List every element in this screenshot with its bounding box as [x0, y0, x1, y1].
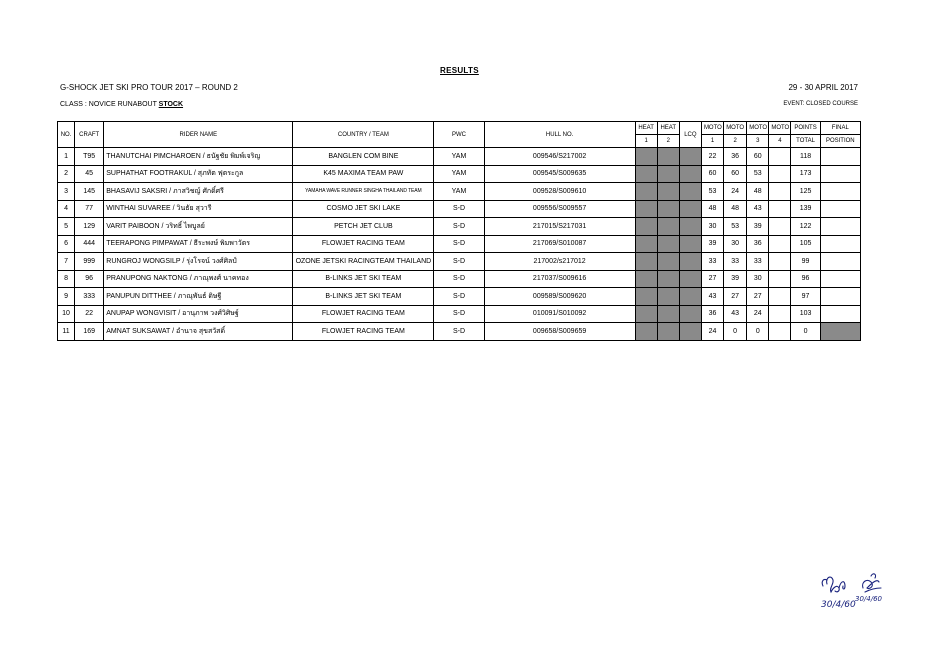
table-row: [58, 253, 861, 271]
cell-lcq: [679, 218, 701, 236]
cell-team: FLOWJET RACING TEAM: [293, 305, 434, 323]
cell-pwc: S-D: [434, 200, 484, 218]
cell-hull: 009658/S009659: [484, 323, 635, 341]
cell-moto1: 24: [701, 323, 723, 341]
cell-moto1: 22: [701, 148, 723, 166]
header-row: [58, 122, 861, 135]
moto1-num: 1: [701, 135, 723, 148]
cell-moto3: 36: [747, 235, 769, 253]
cell-lcq: [679, 253, 701, 271]
cell-total: 125: [791, 183, 820, 201]
cell-heat2: [657, 288, 679, 306]
col-lcq: LCQ: [679, 122, 701, 148]
cell-hull: 010091/S010092: [484, 305, 635, 323]
cell-moto2: 27: [724, 288, 747, 306]
points-total: TOTAL: [791, 135, 820, 148]
cell-lcq: [679, 323, 701, 341]
cell-moto1: 27: [701, 270, 723, 288]
table-row: [58, 183, 861, 201]
cell-lcq: [679, 183, 701, 201]
cell-rider: VARIT PAIBOON / วริทธิ์ ไพบูลย์: [104, 218, 293, 236]
cell-moto2: 30: [724, 235, 747, 253]
cell-rider: BHASAVIJ SAKSRI / ภาสวิชญ์ ศักดิ์ศรี: [104, 183, 293, 201]
cell-team: YAMAHA WAVE RUNNER SINGHA THAILAND TEAM: [293, 183, 434, 201]
cell-team: B-LINKS JET SKI TEAM: [293, 288, 434, 306]
cell-heat1: [635, 183, 657, 201]
cell-total: 103: [791, 305, 820, 323]
cell-heat1: [635, 270, 657, 288]
cell-heat1: [635, 235, 657, 253]
cell-pwc: S-D: [434, 305, 484, 323]
cell-moto1: 39: [701, 235, 723, 253]
cell-heat2: [657, 183, 679, 201]
cell-no: 5: [58, 218, 75, 236]
table-row: [58, 270, 861, 288]
cell-moto4: [769, 305, 791, 323]
cell-hull: 217069/S010087: [484, 235, 635, 253]
cell-total: 118: [791, 148, 820, 166]
cell-heat1: [635, 218, 657, 236]
cell-pwc: YAM: [434, 148, 484, 166]
cell-rider: PRANUPONG NAKTONG / ภาณุพงศ์ นาคทอง: [104, 270, 293, 288]
cell-moto4: [769, 270, 791, 288]
cell-no: 9: [58, 288, 75, 306]
cell-lcq: [679, 148, 701, 166]
cell-heat2: [657, 305, 679, 323]
cell-heat2: [657, 165, 679, 183]
cell-moto2: 36: [724, 148, 747, 166]
cell-lcq: [679, 270, 701, 288]
cell-moto4: [769, 323, 791, 341]
cell-craft: 444: [75, 235, 104, 253]
class-prefix: CLASS : NOVICE RUNABOUT: [60, 101, 159, 108]
cell-total: 97: [791, 288, 820, 306]
table-row: [58, 218, 861, 236]
col-no: NO.: [58, 122, 75, 148]
col-moto4: MOTO: [769, 122, 791, 135]
cell-lcq: [679, 165, 701, 183]
cell-moto1: 60: [701, 165, 723, 183]
cell-lcq: [679, 200, 701, 218]
cell-rider: ANUPAP WONGVISIT / อานุภาพ วงศ์วิศิษฐ์: [104, 305, 293, 323]
cell-total: 99: [791, 253, 820, 271]
cell-moto4: [769, 235, 791, 253]
cell-no: 8: [58, 270, 75, 288]
cell-heat2: [657, 200, 679, 218]
cell-team: COSMO JET SKI LAKE: [293, 200, 434, 218]
cell-team: OZONE JETSKI RACINGTEAM THAILAND: [293, 253, 434, 271]
cell-hull: 217037/S009616: [484, 270, 635, 288]
heat1-num: 1: [635, 135, 657, 148]
cell-moto1: 53: [701, 183, 723, 201]
event-type: EVENT: CLOSED COURSE: [783, 101, 858, 107]
cell-final: [820, 183, 860, 201]
cell-moto2: 48: [724, 200, 747, 218]
cell-pwc: S-D: [434, 270, 484, 288]
results-table: [57, 121, 861, 341]
signature-left-icon: [822, 577, 845, 592]
cell-craft: 96: [75, 270, 104, 288]
cell-moto3: 48: [747, 183, 769, 201]
cell-craft: T95: [75, 148, 104, 166]
cell-heat1: [635, 165, 657, 183]
col-rider: RIDER NAME: [104, 122, 293, 148]
signature-right-date: 30/4/60: [855, 595, 882, 603]
cell-moto1: 48: [701, 200, 723, 218]
moto4-num: 4: [769, 135, 791, 148]
moto2-num: 2: [724, 135, 747, 148]
cell-moto3: 30: [747, 270, 769, 288]
col-final: FINAL: [820, 122, 860, 135]
col-team: COUNTRY / TEAM: [293, 122, 434, 148]
cell-heat1: [635, 253, 657, 271]
cell-no: 6: [58, 235, 75, 253]
cell-team: FLOWJET RACING TEAM: [293, 235, 434, 253]
col-points: POINTS: [791, 122, 820, 135]
cell-final: [820, 253, 860, 271]
cell-hull: 009556/S009557: [484, 200, 635, 218]
cell-craft: 169: [75, 323, 104, 341]
cell-rider: TEERAPONG PIMPAWAT / ธีระพงษ์ พิมพาวัตร: [104, 235, 293, 253]
cell-no: 7: [58, 253, 75, 271]
event-date: 29 - 30 APRIL 2017: [788, 83, 858, 92]
cell-heat1: [635, 200, 657, 218]
cell-rider: PANUPUN DITTHEE / ภาณุพันธ์ ดิษฐี: [104, 288, 293, 306]
cell-lcq: [679, 305, 701, 323]
cell-moto2: 24: [724, 183, 747, 201]
cell-craft: 45: [75, 165, 104, 183]
cell-final: [820, 165, 860, 183]
event-title: G-SHOCK JET SKI PRO TOUR 2017 – ROUND 2: [60, 83, 238, 92]
cell-heat2: [657, 235, 679, 253]
cell-heat2: [657, 323, 679, 341]
signatures: [815, 566, 885, 611]
cell-pwc: S-D: [434, 323, 484, 341]
cell-final: [820, 218, 860, 236]
cell-pwc: YAM: [434, 165, 484, 183]
cell-moto3: 43: [747, 200, 769, 218]
cell-craft: 145: [75, 183, 104, 201]
cell-total: 173: [791, 165, 820, 183]
cell-lcq: [679, 235, 701, 253]
cell-pwc: S-D: [434, 253, 484, 271]
cell-craft: 77: [75, 200, 104, 218]
cell-team: K45 MAXIMA TEAM PAW: [293, 165, 434, 183]
col-heat1: HEAT: [635, 122, 657, 135]
cell-total: 139: [791, 200, 820, 218]
cell-moto2: 43: [724, 305, 747, 323]
col-pwc: PWC: [434, 122, 484, 148]
cell-pwc: YAM: [434, 183, 484, 201]
cell-rider: SUPHATHAT FOOTRAKUL / สุภทัต ฟุตระกูล: [104, 165, 293, 183]
cell-pwc: S-D: [434, 235, 484, 253]
cell-total: 96: [791, 270, 820, 288]
cell-heat2: [657, 270, 679, 288]
table-row: [58, 148, 861, 166]
cell-final: [820, 270, 860, 288]
cell-total: 122: [791, 218, 820, 236]
cell-heat1: [635, 288, 657, 306]
cell-pwc: S-D: [434, 218, 484, 236]
results-body: [58, 148, 861, 341]
cell-moto3: 0: [747, 323, 769, 341]
cell-moto3: 53: [747, 165, 769, 183]
cell-no: 4: [58, 200, 75, 218]
cell-moto4: [769, 165, 791, 183]
cell-moto4: [769, 253, 791, 271]
cell-hull: 009545/S009635: [484, 165, 635, 183]
cell-craft: 22: [75, 305, 104, 323]
final-position: POSITION: [820, 135, 860, 148]
cell-team: B-LINKS JET SKI TEAM: [293, 270, 434, 288]
cell-total: 105: [791, 235, 820, 253]
cell-craft: 129: [75, 218, 104, 236]
cell-moto2: 0: [724, 323, 747, 341]
cell-hull: 217002/s217012: [484, 253, 635, 271]
cell-moto3: 60: [747, 148, 769, 166]
cell-moto1: 33: [701, 253, 723, 271]
signature-left-date: 30/4/60: [821, 600, 856, 610]
cell-moto3: 27: [747, 288, 769, 306]
cell-final: [820, 288, 860, 306]
cell-lcq: [679, 288, 701, 306]
cell-no: 2: [58, 165, 75, 183]
cell-no: 1: [58, 148, 75, 166]
cell-final: [820, 305, 860, 323]
class-emph: STOCK: [158, 101, 184, 108]
table-row: [58, 323, 861, 341]
cell-hull: 009546/S217002: [484, 148, 635, 166]
cell-craft: 999: [75, 253, 104, 271]
cell-no: 11: [58, 323, 75, 341]
cell-heat2: [657, 253, 679, 271]
cell-hull: 009528/S009610: [484, 183, 635, 201]
table-row: [58, 235, 861, 253]
cell-moto4: [769, 148, 791, 166]
cell-moto4: [769, 183, 791, 201]
moto3-num: 3: [747, 135, 769, 148]
cell-moto1: 36: [701, 305, 723, 323]
cell-heat1: [635, 323, 657, 341]
cell-moto3: 24: [747, 305, 769, 323]
cell-heat2: [657, 218, 679, 236]
cell-craft: 333: [75, 288, 104, 306]
cell-final: [820, 235, 860, 253]
cell-rider: RUNGROJ WONGSILP / รุ่งโรจน์ วงศ์ศิลป์: [104, 253, 293, 271]
cell-rider: AMNAT SUKSAWAT / อำนาจ สุขสวัสดิ์: [104, 323, 293, 341]
cell-team: BANGLEN COM BINE: [293, 148, 434, 166]
col-hull: HULL NO.: [484, 122, 635, 148]
cell-heat1: [635, 148, 657, 166]
table-row: [58, 165, 861, 183]
results-title: RESULTS: [440, 66, 479, 75]
table-row: [58, 200, 861, 218]
cell-moto2: 33: [724, 253, 747, 271]
cell-moto1: 43: [701, 288, 723, 306]
table-row: [58, 288, 861, 306]
cell-final: [820, 148, 860, 166]
cell-team: FLOWJET RACING TEAM: [293, 323, 434, 341]
col-moto1: MOTO: [701, 122, 723, 135]
cell-final: [820, 323, 860, 341]
cell-pwc: S-D: [434, 288, 484, 306]
signature-right-icon: [863, 574, 881, 592]
table-row: [58, 305, 861, 323]
cell-total: 0: [791, 323, 820, 341]
cell-team: PETCH JET CLUB: [293, 218, 434, 236]
cell-moto2: 53: [724, 218, 747, 236]
cell-moto2: 39: [724, 270, 747, 288]
cell-moto1: 30: [701, 218, 723, 236]
cell-rider: WINTHAI SUVAREE / วินธัย สุวารี: [104, 200, 293, 218]
heat2-num: 2: [657, 135, 679, 148]
col-heat2: HEAT: [657, 122, 679, 135]
cell-moto3: 39: [747, 218, 769, 236]
col-craft: CRAFT: [75, 122, 104, 148]
col-moto2: MOTO: [724, 122, 747, 135]
cell-hull: 217015/S217031: [484, 218, 635, 236]
cell-rider: THANUTCHAI PIMCHAROEN / ธนัฐชัย พิมพ์เจริญ: [104, 148, 293, 166]
cell-hull: 009589/S009620: [484, 288, 635, 306]
cell-heat2: [657, 148, 679, 166]
cell-moto2: 60: [724, 165, 747, 183]
cell-heat1: [635, 305, 657, 323]
col-moto3: MOTO: [747, 122, 769, 135]
cell-no: 3: [58, 183, 75, 201]
cell-no: 10: [58, 305, 75, 323]
cell-final: [820, 200, 860, 218]
class-line: [60, 101, 183, 108]
cell-moto3: 33: [747, 253, 769, 271]
cell-moto4: [769, 288, 791, 306]
cell-moto4: [769, 200, 791, 218]
cell-moto4: [769, 218, 791, 236]
